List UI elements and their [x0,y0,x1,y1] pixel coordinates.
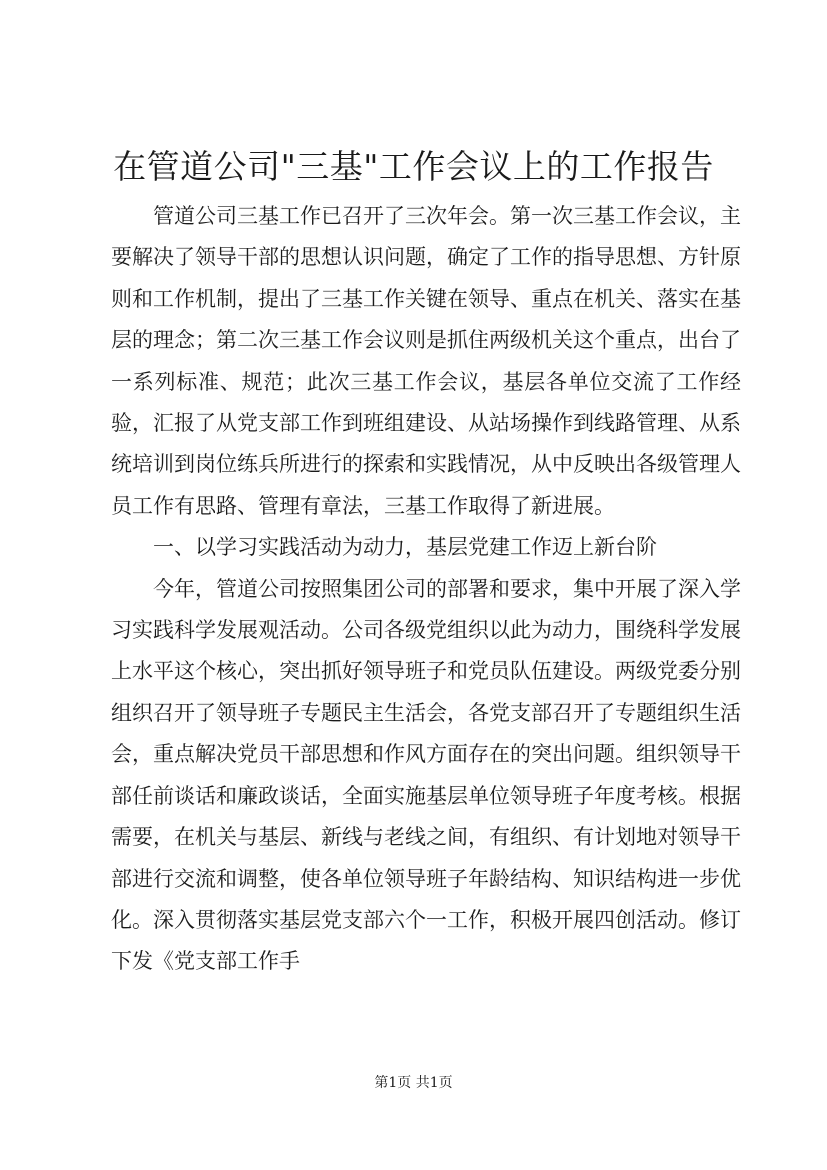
paragraph-section-1: 今年，管道公司按照集团公司的部署和要求，集中开展了深入学习实践科学发展观活动。公司各级党组织以此为动力，围绕科学发展上水平这个核心，突出抓好领导班子和党员队伍建设。两级党委分别组织召开了领导班子专题民主生活会，各党支部召开了专题组织生活会，重点解决党员干部思想和作风方面存在的突出问题。组织领导干部任前谈话和廉政谈话，全面实施基层单位领导班子年度考核。根据需要，在机关与基层、新线与老线之间，有组织、有计划地对领导干部进行交流和调整，使各单位领导班子年龄结构、知识结构进一步优化。深入贯彻落实基层党支部六个一工作，积极开展四创活动。修订下发《党支部工作手 [111,576,741,974]
paragraph-intro: 管道公司三基工作已召开了三次年会。第一次三基工作会议，主要解决了领导干部的思想认识问题，确定了工作的指导思想、方针原则和工作机制，提出了三基工作关键在领导、重点在机关、落实在基层的理念；第二次三基工作会议则是抓住两级机关这个重点，出台了一系列标准、规范；此次三基工作会议，基层各单位交流了工作经验，汇报了从党支部工作到班组建设、从站场操作到线路管理、从系统培训到岗位练兵所进行的探索和实践情况，从中反映出各级管理人员工作有思路、管理有章法，三基工作取得了新进展。 [111,204,741,518]
document-body [111,196,741,983]
page-footer: 第1页 共1页 [374,1075,453,1091]
section-heading-1: 一、以学习实践活动为动力，基层党建工作迈上新台阶 [153,535,657,560]
document-title: 在管道公司"三基"工作会议上的工作报告 [113,147,714,186]
